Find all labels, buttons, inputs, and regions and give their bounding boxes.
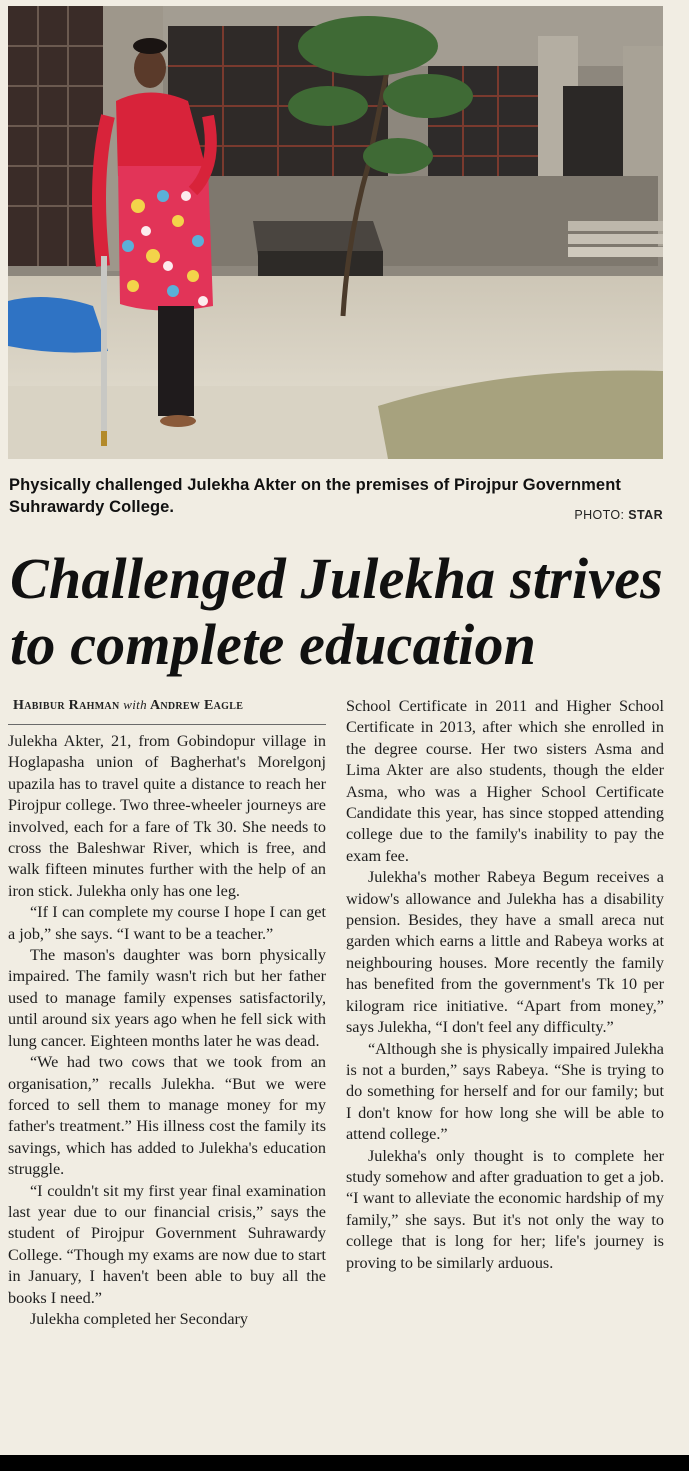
byline-rule xyxy=(8,724,326,725)
article-column-right xyxy=(346,696,664,1274)
photo-caption: Physically challenged Julekha Akter on the premises of Pirojpur Government Suhrawardy College. xyxy=(9,476,621,516)
article-headline xyxy=(10,546,685,678)
article-photo xyxy=(8,6,663,459)
photo-credit-label: PHOTO: xyxy=(574,508,625,522)
byline xyxy=(13,697,325,714)
byline-with: with xyxy=(123,697,147,712)
photo-credit xyxy=(574,508,663,522)
paragraph: “If I can complete my course I hope I can get a job,” she says. “I want to be a teacher.” xyxy=(8,903,326,943)
paragraph: School Certificate in 2011 and Higher School Certificate in 2013, after which she enrolled in the degree course. Her two sisters Asma and Lima Akter are also students, though the elder Asma, who was a Higher School Certificate Candidate this year, has since stopped attending college due to the family's inability to pay the exam fee. xyxy=(346,697,664,865)
photo-illustration xyxy=(8,6,663,459)
headline-line-2: to complete education xyxy=(10,612,537,677)
paragraph: Julekha completed her Secondary xyxy=(30,1309,249,1328)
paragraph: The mason's daughter was born physically impaired. The family wasn't rich but her father used to manage family expenses satisfactorily, until around six years ago when he fell sick with lung cancer. Eighteen months later he was dead. xyxy=(8,946,326,1050)
paragraph: “We had two cows that we took from an organisation,” recalls Julekha. “But we were forced to sell them to manage money for my father's treatment.” His illness cost the family its savings, which has added to Julekha's education struggle. xyxy=(8,1053,326,1179)
byline-coauthor: Andrew Eagle xyxy=(149,698,244,713)
headline-line-1: Challenged Julekha strives xyxy=(10,546,663,611)
photo-credit-source: STAR xyxy=(628,508,663,522)
paragraph: Julekha Akter, 21, from Gobindopur village in Hoglapasha union of Bagherhat's Morelgonj upazila has to travel quite a distance to reach her Pirojpur college. Two three-wheeler journeys are involved, each for a fare of Tk 30. She needs to cross the Baleshwar River, which is free, and walk fifteen minutes further with the help of an iron stick. Julekha only has one leg. xyxy=(8,732,326,900)
paragraph: Julekha's mother Rabeya Begum receives a widow's allowance and Julekha has a disability pension. Besides, they have a small areca nut garden which earns a little and Rabeya works at neighbouring houses. More recently the family has benefited from the government's Tk 10 per kilogram rice initiative. “Apart from money,” says Julekha, “I don't feel any difficulty.” xyxy=(346,868,664,1037)
paragraph: “Although she is physically impaired Julekha is not a burden,” says Rabeya. “She is trying to do something for herself and for our family; but I don't know for how long she will be able to attend college.” xyxy=(346,1039,664,1144)
byline-author: Habibur Rahman xyxy=(13,698,120,713)
article-column-left xyxy=(8,731,326,1330)
paragraph: “I couldn't sit my first year final examination last year due to our financial crisis,” says the student of Pirojpur Government Suhrawardy College. “Though my exams are now due to start in January, I haven't been able to buy all the books I need.” xyxy=(8,1181,326,1307)
paragraph: Julekha's only thought is to complete her study somehow and after graduation to get a job. “I want to alleviate the economic hardship of my family,” she says. But it's not only the way to college that is long for her; life's journey is proving to be similarly arduous. xyxy=(346,1146,664,1272)
